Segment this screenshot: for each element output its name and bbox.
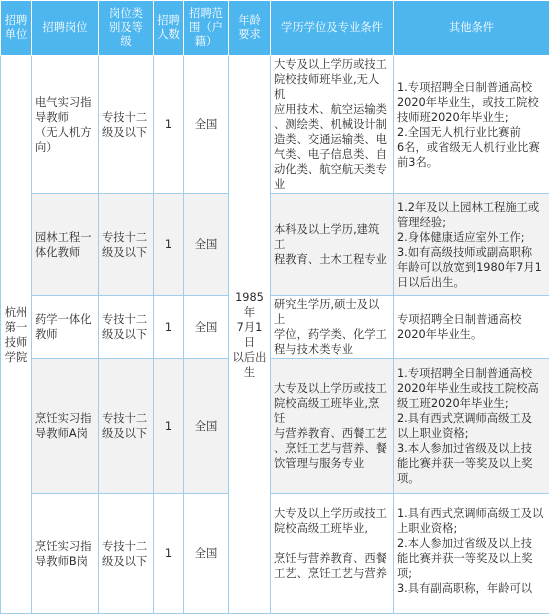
scope-cell: 全国 <box>184 296 229 359</box>
scope-cell: 全国 <box>184 494 229 614</box>
grade-cell: 专技十二 级及以下 <box>99 194 154 296</box>
education-text: 大专及以上学历或技工 院校高级工班毕业, 烹饪与营养教育、西餐 工艺、烹饪工艺与营养 <box>274 506 390 602</box>
header-scope: 招聘范 围（户 籍） <box>184 1 229 56</box>
scope-cell: 全国 <box>184 194 229 296</box>
table-body <box>1 56 549 614</box>
unit-cell: 杭州 第一 技师 学院 <box>1 56 32 614</box>
grade-cell: 专技十二 级及以下 <box>99 494 154 614</box>
count-cell: 1 <box>154 56 184 194</box>
table-row <box>1 494 549 614</box>
table-row <box>1 56 549 194</box>
education-cell: 本科及以上学历,建筑工 程教育、土木工程专业 <box>271 194 394 296</box>
position-cell: 药学一体化 教师 <box>32 296 99 359</box>
count-cell: 1 <box>154 494 184 614</box>
education-cell: 大专及以上学历或技工 院校高级工班毕业,烹饪 与营养教育、西餐工艺 、烹饪工艺与营养、餐 饮管理与服务专业 <box>271 359 394 494</box>
grade-cell: 专技十二 级及以下 <box>99 296 154 359</box>
other-conditions-cell: 1.专项招聘全日制普通高校 2020年毕业生或技工院校高 级工班2020年毕业生; 2.具有西式烹调师高级工及 以上职业资格; 3.本人参加过省级及以上技 能比赛并获一等奖及以上奖 项。 <box>394 359 549 494</box>
header-grade: 岗位类 别及等 级 <box>99 1 154 56</box>
education-cell <box>271 494 394 614</box>
other-conditions-cell <box>394 494 549 614</box>
education-cell: 大专及以上学历或技工 院校技师班毕业,无人机 应用技术、航空运输类 、测绘类、机械设计制 造类、交通运输类、电 气类、电子信息类、自 动化类、航空航天类专 业 <box>271 56 394 194</box>
count-cell: 1 <box>154 194 184 296</box>
other-conditions-cell: 1.专项招聘全日制普通高校 2020年毕业生，或技工院校 技师班2020年毕业生; 2.全国无人机行业比赛前 6名，或省级无人机行业比赛 前3名。 <box>394 56 549 194</box>
age-cell: 1985年 7月1日 以后出 生 <box>229 56 271 614</box>
other-conditions-text: 1.具有西式烹调师高级工及以 上职业资格; 2.本人参加过省级及以上技 能比赛并获一等奖及以上奖 项; 3.具有副高职称，年龄可以 <box>397 506 546 602</box>
grade-cell: 专技十二 级及以下 <box>99 359 154 494</box>
position-cell: 园林工程一 体化教师 <box>32 194 99 296</box>
header-count: 招聘 人数 <box>154 1 184 56</box>
table-row <box>1 296 549 359</box>
header-other: 其他条件 <box>394 1 549 56</box>
table-row <box>1 359 549 494</box>
header-position: 招聘岗位 <box>32 1 99 56</box>
scope-cell: 全国 <box>184 359 229 494</box>
header-education: 学历学位及专业条件 <box>271 1 394 56</box>
position-cell: 电气实习指 导教师 （无人机方 向） <box>32 56 99 194</box>
grade-cell: 专技十二 级及以下 <box>99 56 154 194</box>
other-conditions-cell: 1.2年及以上园林工程施工或 管理经验; 2.身体健康适应室外工作; 3.如有高级技师或副高职称 年龄可以放宽到1980年7月1 日以后出生。 <box>394 194 549 296</box>
header-row <box>1 1 549 56</box>
header-age: 年龄 要求 <box>229 1 271 56</box>
position-cell: 烹饪实习指 导教师A岗 <box>32 359 99 494</box>
position-cell: 烹饪实习指 导教师B岗 <box>32 494 99 614</box>
count-cell: 1 <box>154 359 184 494</box>
header-unit: 招聘 单位 <box>1 1 32 56</box>
count-cell: 1 <box>154 296 184 359</box>
other-conditions-cell: 专项招聘全日制普通高校 2020年毕业生。 <box>394 296 549 359</box>
table-header <box>1 1 549 56</box>
education-cell: 研究生学历,硕士及以上 学位，药学类、化学工 程与技术类专业 <box>271 296 394 359</box>
scope-cell: 全国 <box>184 56 229 194</box>
table-row <box>1 194 549 296</box>
